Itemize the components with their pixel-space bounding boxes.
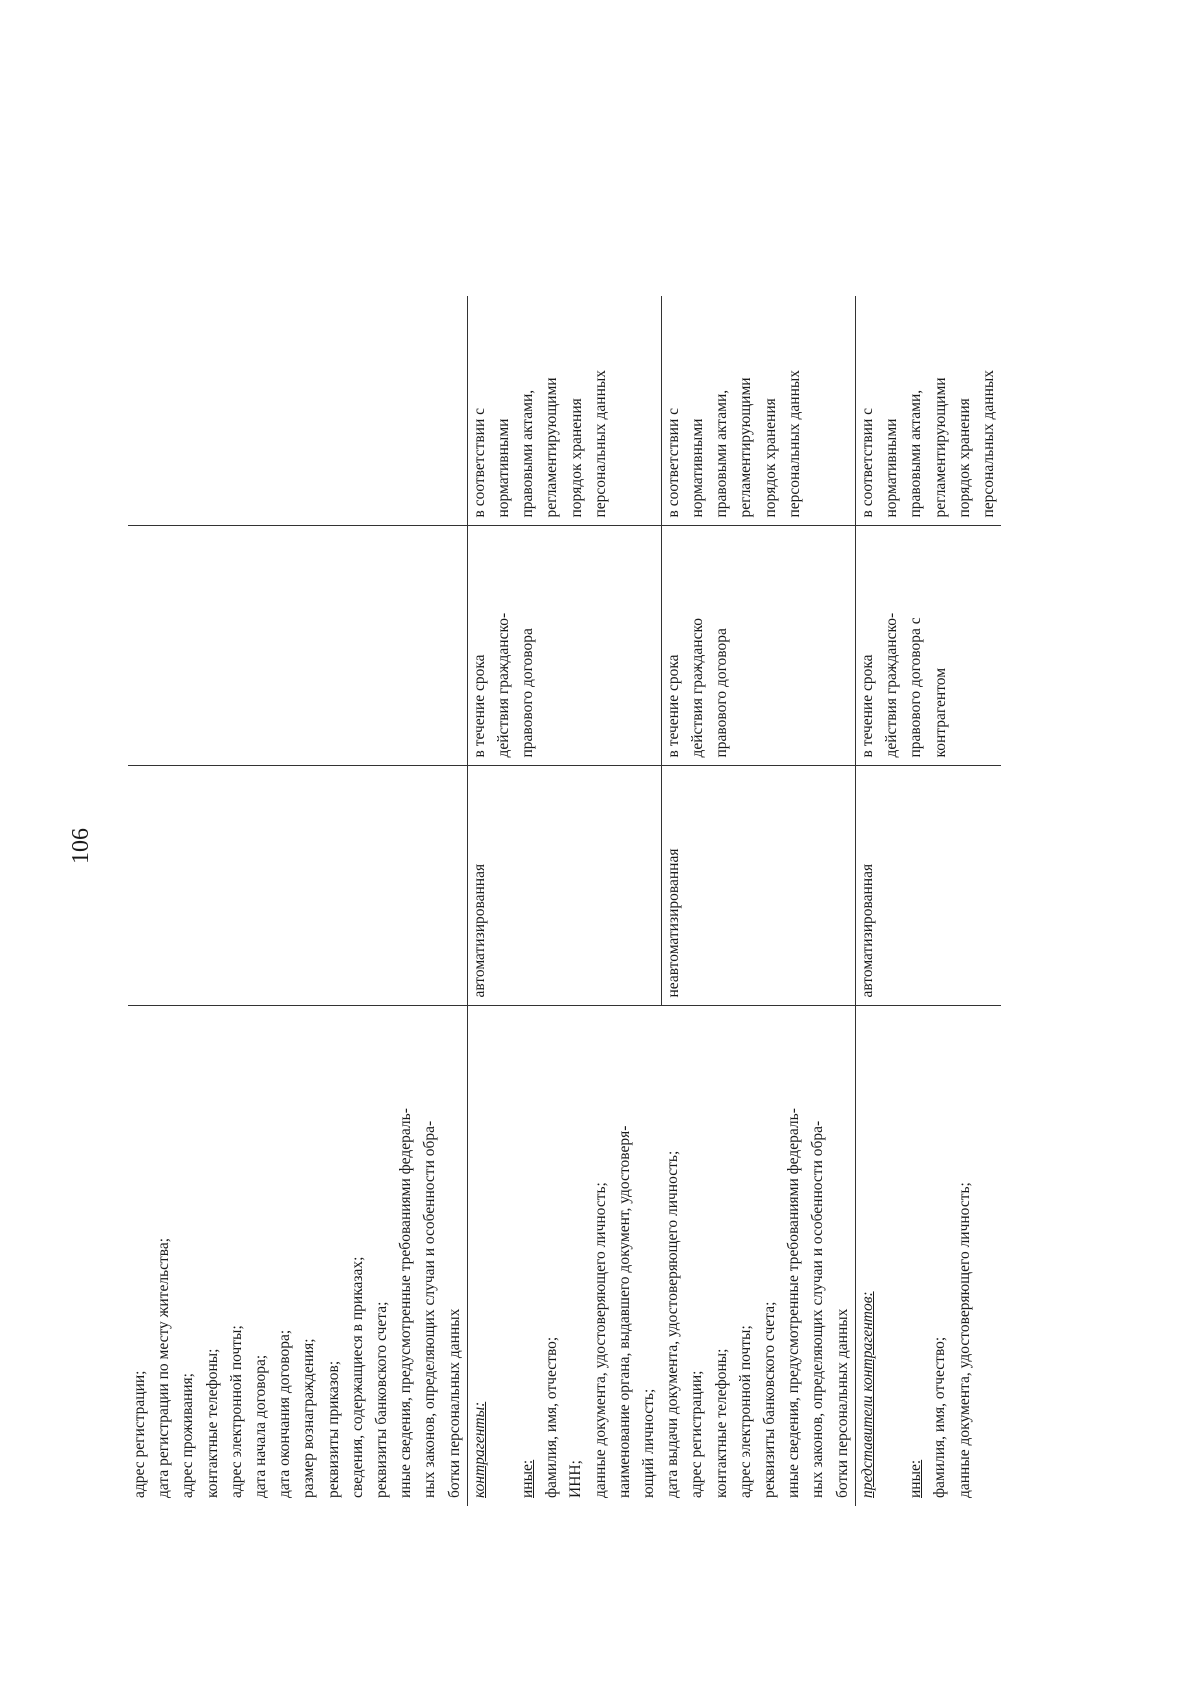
term-line: действия гражданско	[689, 618, 707, 758]
storage-line: персональных данных	[591, 369, 609, 518]
term-line: действия гражданско-	[883, 612, 901, 758]
list-item: иные сведения, предусмотренные требованиями федераль-	[397, 1108, 415, 1498]
processing-method-cell	[467, 766, 661, 1006]
category-heading: контрагенты:	[470, 1401, 488, 1498]
list-item: дата начала договора;	[252, 1354, 270, 1498]
data-list-cell	[128, 1006, 467, 1506]
list-item: реквизиты приказов;	[324, 1360, 342, 1498]
processing-method-cell	[661, 766, 855, 1006]
list-item: ющий личность;	[640, 1388, 658, 1498]
processing-method: автоматизированная	[858, 863, 876, 998]
storage-line: персональных данных	[785, 369, 803, 518]
others-label: иные:	[907, 1459, 925, 1498]
term-line: действия гражданско-	[495, 612, 513, 758]
list-item: ных законов, определяющих случаи и особенности обра-	[421, 1120, 439, 1498]
storage-line: нормативными	[495, 418, 513, 518]
list-item: реквизиты банковского счета;	[761, 1301, 779, 1498]
term-line: правового договора	[713, 628, 731, 758]
processing-method: автоматизированная	[470, 863, 488, 998]
storage-term-cell	[467, 296, 661, 526]
others-label: иные:	[519, 1459, 537, 1498]
storage-line: правовыми актами,	[519, 389, 537, 518]
list-item: адрес проживания;	[179, 1373, 197, 1498]
list-item: фамилия, имя, отчество;	[931, 1336, 949, 1498]
list-item: ИНН;	[567, 1460, 585, 1498]
storage-line: в соответствии с	[664, 407, 682, 518]
storage-line: правовыми актами,	[713, 389, 731, 518]
list-item: данные документа, удостоверяющего личность;	[955, 1182, 973, 1498]
storage-line: в соответствии с	[858, 407, 876, 518]
processing-term-cell	[855, 526, 1001, 766]
table-row-representatives	[855, 296, 1001, 1506]
storage-line: порядок хранения	[955, 398, 973, 518]
list-item: фамилия, имя, отчество;	[543, 1336, 561, 1498]
list-item: реквизиты банковского счета;	[373, 1301, 391, 1498]
list-item: дата регистрации по месту жительства;	[155, 1237, 173, 1498]
category-heading: представители контрагентов:	[858, 1291, 876, 1498]
list-item: адрес регистрации;	[131, 1370, 148, 1498]
term-line: правового договора	[519, 628, 537, 758]
processing-method-cell	[855, 766, 1001, 1006]
list-item: дата окончания договора;	[276, 1329, 294, 1498]
storage-line: персональных данных	[979, 369, 997, 518]
term-line: в течение срока	[858, 654, 876, 758]
list-item: иные сведения, предусмотренные требованиями федераль-	[785, 1108, 803, 1498]
data-list-cell	[855, 1006, 1001, 1506]
list-item: ботки персональных данных	[833, 1308, 851, 1498]
storage-term-cell	[855, 296, 1001, 526]
list-item: контактные телефоны;	[203, 1348, 221, 1498]
list-item: наименование органа, выдавшего документ, удостоверя-	[615, 1125, 633, 1498]
table-row-counterparties	[467, 296, 661, 1506]
storage-term-cell	[661, 296, 855, 526]
list-item: ных законов, определяющих случаи и особенности обра-	[809, 1120, 827, 1498]
processing-term-cell	[467, 526, 661, 766]
list-item: ботки персональных данных	[445, 1308, 463, 1498]
list-item: контактные телефоны;	[712, 1348, 730, 1498]
storage-line: нормативными	[883, 418, 901, 518]
term-line: правового договора с	[907, 617, 925, 758]
storage-line: регламентирующими	[931, 377, 949, 518]
storage-line: регламентирующими	[543, 377, 561, 518]
page-number: 106	[68, 828, 94, 864]
list-item: адрес регистрации;	[688, 1370, 706, 1498]
storage-line: регламентирующими	[737, 377, 755, 518]
list-item: данные документа, удостоверяющего личность;	[591, 1182, 609, 1498]
list-item: адрес электронной почты;	[736, 1325, 754, 1498]
storage-line: в соответствии с	[470, 407, 488, 518]
term-line: в течение срока	[664, 654, 682, 758]
storage-line: нормативными	[689, 418, 707, 518]
table-row-continuation	[128, 296, 467, 1506]
list-item: размер вознаграждения;	[300, 1338, 318, 1498]
term-line: в течение срока	[470, 654, 488, 758]
personal-data-table	[128, 296, 1001, 1506]
storage-line: правовыми актами,	[907, 389, 925, 518]
processing-term-cell	[661, 526, 855, 766]
storage-line: порядок хранения	[761, 398, 779, 518]
term-line: контрагентом	[931, 667, 949, 758]
list-item: сведения, содержащиеся в приказах;	[348, 1256, 366, 1498]
list-item: дата выдачи документа, удостоверяющего личность;	[664, 1150, 682, 1498]
data-list-cell	[467, 1006, 855, 1506]
list-item: адрес электронной почты;	[227, 1325, 245, 1498]
processing-method: неавтоматизированная	[664, 848, 682, 998]
storage-line: порядок хранения	[567, 398, 585, 518]
